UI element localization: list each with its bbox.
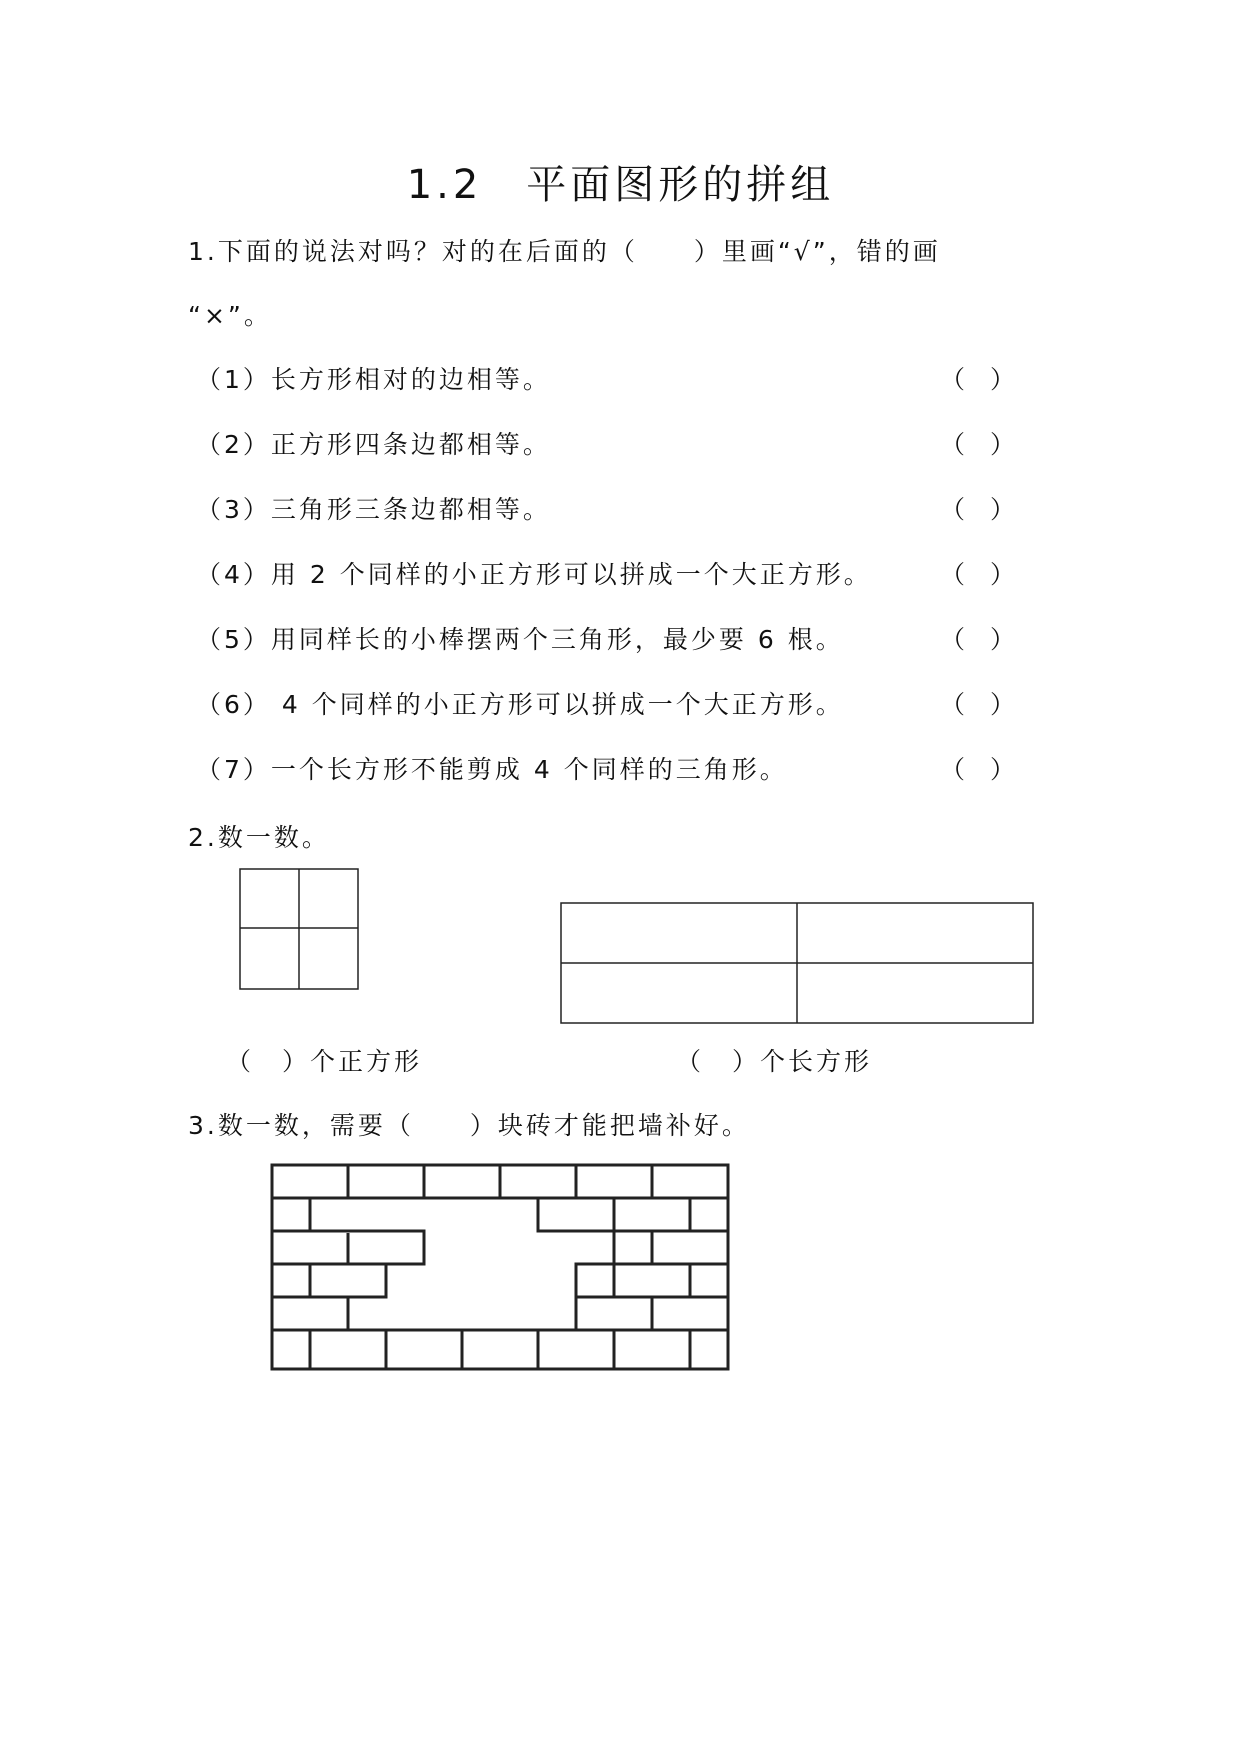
answer-paren-6[interactable]: （ ）: [940, 690, 1016, 719]
q1-item-1: （1）长方形相对的边相等。: [196, 365, 551, 394]
q2-stem: 2.数一数。: [188, 823, 330, 852]
page-title: 1.2 平面图形的拼组: [406, 162, 835, 208]
answer-paren-5[interactable]: （ ）: [940, 625, 1016, 654]
q2-answer-rectangles: （ ）个长方形: [676, 1047, 873, 1076]
answer-paren-4[interactable]: （ ）: [940, 560, 1016, 589]
q1-item-2: （2）正方形四条边都相等。: [196, 430, 551, 459]
q1-item-7: （7）一个长方形不能剪成 4 个同样的三角形。: [196, 755, 788, 784]
answer-paren-1[interactable]: （ ）: [940, 365, 1016, 394]
q3-stem: 3.数一数，需要（ ）块砖才能把墙补好。: [188, 1111, 750, 1140]
brick-wall-figure: [270, 1163, 732, 1375]
q1-stem-line1: 1.下面的说法对吗？对的在后面的（ ）里画“√”，错的画: [188, 237, 941, 266]
rectangle-grid-figure: [560, 902, 1035, 1024]
q1-item-5: （5）用同样长的小棒摆两个三角形，最少要 6 根。: [196, 625, 844, 654]
answer-paren-2[interactable]: （ ）: [940, 430, 1016, 459]
square-grid-figure: [239, 868, 359, 990]
q2-answer-squares: （ ）个正方形: [226, 1047, 423, 1076]
q1-item-3: （3）三角形三条边都相等。: [196, 495, 551, 524]
answer-paren-3[interactable]: （ ）: [940, 495, 1016, 524]
answer-paren-7[interactable]: （ ）: [940, 755, 1016, 784]
q1-item-6: （6） 4 个同样的小正方形可以拼成一个大正方形。: [196, 690, 844, 719]
q1-item-4: （4）用 2 个同样的小正方形可以拼成一个大正方形。: [196, 560, 872, 589]
q1-stem-line2: “×”。: [188, 301, 272, 330]
